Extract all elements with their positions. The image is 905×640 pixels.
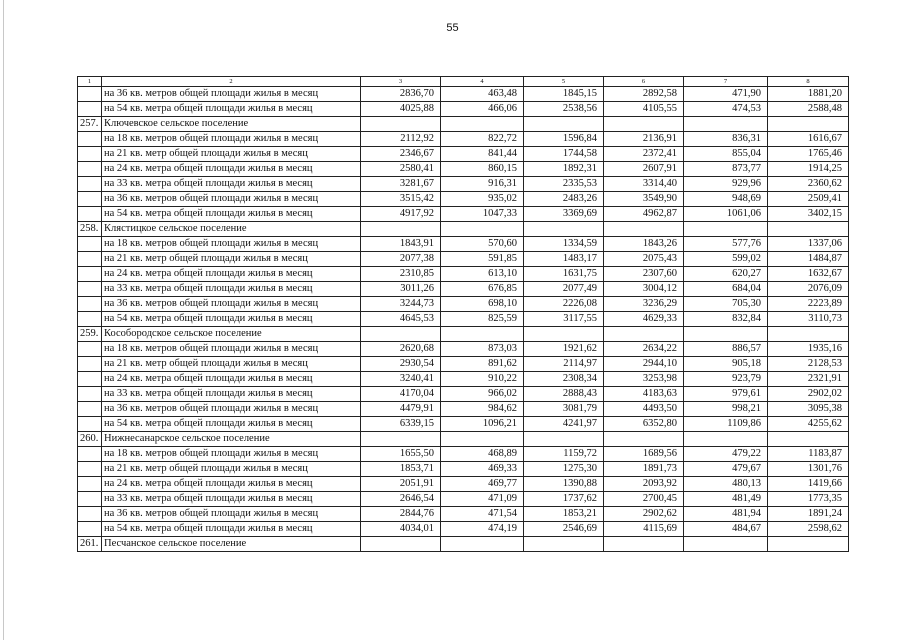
- value-cell: 577,76: [684, 237, 768, 252]
- value-cell: 948,69: [684, 192, 768, 207]
- empty-cell: [604, 222, 684, 237]
- section-title: Кособородское сельское поселение: [102, 327, 361, 342]
- empty-cell: [361, 432, 441, 447]
- table-row: [78, 192, 849, 207]
- value-cell: 4183,63: [604, 387, 684, 402]
- value-cell: 3314,40: [604, 177, 684, 192]
- value-cell: 2075,43: [604, 252, 684, 267]
- table-row: [78, 237, 849, 252]
- value-cell: 2902,02: [768, 387, 849, 402]
- table-row: [78, 252, 849, 267]
- value-cell: 1845,15: [524, 87, 604, 102]
- value-cell: 1891,24: [768, 507, 849, 522]
- value-cell: 910,22: [441, 372, 524, 387]
- empty-index-cell: [78, 507, 102, 522]
- table-row: [78, 372, 849, 387]
- value-cell: 1853,71: [361, 462, 441, 477]
- row-description: на 54 кв. метра общей площади жилья в месяц: [102, 522, 361, 537]
- value-cell: 2114,97: [524, 357, 604, 372]
- empty-cell: [524, 432, 604, 447]
- value-cell: 466,06: [441, 102, 524, 117]
- table-row: [78, 132, 849, 147]
- column-number-row: [78, 77, 849, 87]
- value-cell: 481,94: [684, 507, 768, 522]
- value-cell: 825,59: [441, 312, 524, 327]
- value-cell: 471,54: [441, 507, 524, 522]
- section-row: [78, 222, 849, 237]
- table-row: [78, 447, 849, 462]
- value-cell: 2076,09: [768, 282, 849, 297]
- value-cell: 469,33: [441, 462, 524, 477]
- table-row: [78, 387, 849, 402]
- table-row: [78, 102, 849, 117]
- value-cell: 480,13: [684, 477, 768, 492]
- row-description: на 54 кв. метра общей площади жилья в месяц: [102, 207, 361, 222]
- value-cell: 3236,29: [604, 297, 684, 312]
- value-cell: 2112,92: [361, 132, 441, 147]
- row-description: на 33 кв. метра общей площади жилья в месяц: [102, 492, 361, 507]
- empty-index-cell: [78, 147, 102, 162]
- section-index: 259.: [78, 327, 102, 342]
- value-cell: 1047,33: [441, 207, 524, 222]
- empty-index-cell: [78, 207, 102, 222]
- table-row: [78, 147, 849, 162]
- table-row: [78, 177, 849, 192]
- value-cell: 966,02: [441, 387, 524, 402]
- value-cell: 2509,41: [768, 192, 849, 207]
- empty-cell: [441, 222, 524, 237]
- column-number: 6: [604, 77, 684, 87]
- value-cell: 1914,25: [768, 162, 849, 177]
- value-cell: 3281,67: [361, 177, 441, 192]
- section-row: [78, 432, 849, 447]
- row-description: на 18 кв. метров общей площади жилья в месяц: [102, 342, 361, 357]
- value-cell: 891,62: [441, 357, 524, 372]
- value-cell: 3011,26: [361, 282, 441, 297]
- table-body: [78, 77, 849, 552]
- table-row: [78, 207, 849, 222]
- empty-index-cell: [78, 492, 102, 507]
- value-cell: 923,79: [684, 372, 768, 387]
- value-cell: 4025,88: [361, 102, 441, 117]
- empty-index-cell: [78, 132, 102, 147]
- section-title: Клястицкое сельское поселение: [102, 222, 361, 237]
- value-cell: 3095,38: [768, 402, 849, 417]
- value-cell: 705,30: [684, 297, 768, 312]
- table-row: [78, 522, 849, 537]
- empty-cell: [604, 432, 684, 447]
- section-row: [78, 537, 849, 552]
- empty-cell: [361, 537, 441, 552]
- row-description: на 54 кв. метра общей площади жилья в месяц: [102, 312, 361, 327]
- value-cell: 2335,53: [524, 177, 604, 192]
- value-cell: 1616,67: [768, 132, 849, 147]
- empty-index-cell: [78, 417, 102, 432]
- value-cell: 929,96: [684, 177, 768, 192]
- column-number: 1: [78, 77, 102, 87]
- row-description: на 18 кв. метров общей площади жилья в месяц: [102, 447, 361, 462]
- empty-cell: [768, 327, 849, 342]
- value-cell: 469,77: [441, 477, 524, 492]
- table-row: [78, 282, 849, 297]
- value-cell: 1419,66: [768, 477, 849, 492]
- value-cell: 979,61: [684, 387, 768, 402]
- value-cell: 474,53: [684, 102, 768, 117]
- tariff-table: [77, 76, 849, 552]
- value-cell: 2902,62: [604, 507, 684, 522]
- value-cell: 4917,92: [361, 207, 441, 222]
- value-cell: 2077,49: [524, 282, 604, 297]
- value-cell: 479,22: [684, 447, 768, 462]
- empty-cell: [768, 222, 849, 237]
- value-cell: 4493,50: [604, 402, 684, 417]
- value-cell: 2307,60: [604, 267, 684, 282]
- value-cell: 1843,26: [604, 237, 684, 252]
- row-description: на 36 кв. метров общей площади жилья в месяц: [102, 297, 361, 312]
- empty-cell: [441, 327, 524, 342]
- table-row: [78, 477, 849, 492]
- value-cell: 4034,01: [361, 522, 441, 537]
- value-cell: 471,09: [441, 492, 524, 507]
- value-cell: 6339,15: [361, 417, 441, 432]
- row-description: на 36 кв. метров общей площади жилья в месяц: [102, 507, 361, 522]
- value-cell: 468,89: [441, 447, 524, 462]
- table-row: [78, 87, 849, 102]
- section-index: 261.: [78, 537, 102, 552]
- value-cell: 4629,33: [604, 312, 684, 327]
- value-cell: 873,03: [441, 342, 524, 357]
- value-cell: 698,10: [441, 297, 524, 312]
- value-cell: 841,44: [441, 147, 524, 162]
- row-description: на 33 кв. метра общей площади жилья в месяц: [102, 387, 361, 402]
- value-cell: 1891,73: [604, 462, 684, 477]
- empty-index-cell: [78, 522, 102, 537]
- empty-cell: [684, 117, 768, 132]
- value-cell: 2844,76: [361, 507, 441, 522]
- empty-index-cell: [78, 237, 102, 252]
- table-row: [78, 342, 849, 357]
- value-cell: 3081,79: [524, 402, 604, 417]
- empty-cell: [361, 222, 441, 237]
- row-description: на 24 кв. метра общей площади жилья в месяц: [102, 267, 361, 282]
- empty-cell: [524, 222, 604, 237]
- page-left-edge: [3, 0, 4, 640]
- column-number: 8: [768, 77, 849, 87]
- value-cell: 1921,62: [524, 342, 604, 357]
- empty-cell: [684, 537, 768, 552]
- value-cell: 1301,76: [768, 462, 849, 477]
- empty-index-cell: [78, 462, 102, 477]
- value-cell: 1853,21: [524, 507, 604, 522]
- value-cell: 1765,46: [768, 147, 849, 162]
- value-cell: 1334,59: [524, 237, 604, 252]
- value-cell: 855,04: [684, 147, 768, 162]
- value-cell: 1483,17: [524, 252, 604, 267]
- empty-cell: [441, 117, 524, 132]
- value-cell: 2944,10: [604, 357, 684, 372]
- value-cell: 2546,69: [524, 522, 604, 537]
- value-cell: 620,27: [684, 267, 768, 282]
- value-cell: 1275,30: [524, 462, 604, 477]
- page-number: 55: [446, 22, 459, 34]
- row-description: на 54 кв. метра общей площади жилья в месяц: [102, 102, 361, 117]
- value-cell: 2360,62: [768, 177, 849, 192]
- value-cell: 886,57: [684, 342, 768, 357]
- value-cell: 1183,87: [768, 447, 849, 462]
- empty-cell: [441, 537, 524, 552]
- table-row: [78, 492, 849, 507]
- value-cell: 2634,22: [604, 342, 684, 357]
- row-description: на 36 кв. метров общей площади жилья в месяц: [102, 402, 361, 417]
- value-cell: 2888,43: [524, 387, 604, 402]
- empty-cell: [604, 537, 684, 552]
- section-title: Ключевское сельское поселение: [102, 117, 361, 132]
- value-cell: 684,04: [684, 282, 768, 297]
- value-cell: 2223,89: [768, 297, 849, 312]
- empty-cell: [684, 432, 768, 447]
- table-row: [78, 402, 849, 417]
- value-cell: 873,77: [684, 162, 768, 177]
- empty-index-cell: [78, 177, 102, 192]
- value-cell: 1737,62: [524, 492, 604, 507]
- empty-cell: [684, 222, 768, 237]
- row-description: на 24 кв. метра общей площади жилья в месяц: [102, 372, 361, 387]
- value-cell: 1109,86: [684, 417, 768, 432]
- value-cell: 2321,91: [768, 372, 849, 387]
- section-index: 258.: [78, 222, 102, 237]
- section-row: [78, 327, 849, 342]
- value-cell: 4479,91: [361, 402, 441, 417]
- table-row: [78, 297, 849, 312]
- empty-cell: [684, 327, 768, 342]
- empty-index-cell: [78, 447, 102, 462]
- value-cell: 860,15: [441, 162, 524, 177]
- empty-index-cell: [78, 102, 102, 117]
- value-cell: 4115,69: [604, 522, 684, 537]
- table-row: [78, 417, 849, 432]
- value-cell: 4255,62: [768, 417, 849, 432]
- value-cell: 2598,62: [768, 522, 849, 537]
- value-cell: 984,62: [441, 402, 524, 417]
- value-cell: 481,49: [684, 492, 768, 507]
- empty-cell: [604, 117, 684, 132]
- value-cell: 3402,15: [768, 207, 849, 222]
- value-cell: 1935,16: [768, 342, 849, 357]
- row-description: на 21 кв. метр общей площади жилья в месяц: [102, 357, 361, 372]
- value-cell: 1631,75: [524, 267, 604, 282]
- value-cell: 2930,54: [361, 357, 441, 372]
- value-cell: 2093,92: [604, 477, 684, 492]
- section-index: 257.: [78, 117, 102, 132]
- column-number: 4: [441, 77, 524, 87]
- empty-index-cell: [78, 357, 102, 372]
- value-cell: 3253,98: [604, 372, 684, 387]
- value-cell: 2620,68: [361, 342, 441, 357]
- value-cell: 2700,45: [604, 492, 684, 507]
- value-cell: 4645,53: [361, 312, 441, 327]
- value-cell: 1655,50: [361, 447, 441, 462]
- value-cell: 1892,31: [524, 162, 604, 177]
- value-cell: 1096,21: [441, 417, 524, 432]
- empty-cell: [441, 432, 524, 447]
- value-cell: 2051,91: [361, 477, 441, 492]
- value-cell: 2580,41: [361, 162, 441, 177]
- value-cell: 570,60: [441, 237, 524, 252]
- table-row: [78, 357, 849, 372]
- value-cell: 3515,42: [361, 192, 441, 207]
- value-cell: 3004,12: [604, 282, 684, 297]
- value-cell: 822,72: [441, 132, 524, 147]
- value-cell: 1390,88: [524, 477, 604, 492]
- value-cell: 3240,41: [361, 372, 441, 387]
- value-cell: 916,31: [441, 177, 524, 192]
- empty-cell: [524, 537, 604, 552]
- value-cell: 591,85: [441, 252, 524, 267]
- value-cell: 2538,56: [524, 102, 604, 117]
- row-description: на 24 кв. метра общей площади жилья в месяц: [102, 162, 361, 177]
- row-description: на 36 кв. метров общей площади жилья в месяц: [102, 87, 361, 102]
- empty-cell: [768, 432, 849, 447]
- empty-index-cell: [78, 87, 102, 102]
- empty-cell: [768, 537, 849, 552]
- value-cell: 2077,38: [361, 252, 441, 267]
- row-description: на 54 кв. метра общей площади жилья в месяц: [102, 417, 361, 432]
- value-cell: 3244,73: [361, 297, 441, 312]
- empty-cell: [361, 117, 441, 132]
- empty-index-cell: [78, 477, 102, 492]
- table-row: [78, 267, 849, 282]
- empty-index-cell: [78, 282, 102, 297]
- value-cell: 1061,06: [684, 207, 768, 222]
- value-cell: 2136,91: [604, 132, 684, 147]
- empty-index-cell: [78, 192, 102, 207]
- column-number: 3: [361, 77, 441, 87]
- empty-index-cell: [78, 402, 102, 417]
- section-index: 260.: [78, 432, 102, 447]
- value-cell: 484,67: [684, 522, 768, 537]
- table-row: [78, 462, 849, 477]
- empty-index-cell: [78, 342, 102, 357]
- value-cell: 4105,55: [604, 102, 684, 117]
- value-cell: 474,19: [441, 522, 524, 537]
- row-description: на 18 кв. метров общей площади жилья в месяц: [102, 132, 361, 147]
- empty-index-cell: [78, 267, 102, 282]
- value-cell: 2308,34: [524, 372, 604, 387]
- row-description: на 18 кв. метров общей площади жилья в месяц: [102, 237, 361, 252]
- table-row: [78, 312, 849, 327]
- empty-index-cell: [78, 252, 102, 267]
- value-cell: 2646,54: [361, 492, 441, 507]
- empty-cell: [524, 327, 604, 342]
- row-description: на 21 кв. метр общей площади жилья в месяц: [102, 462, 361, 477]
- value-cell: 935,02: [441, 192, 524, 207]
- column-number: 5: [524, 77, 604, 87]
- value-cell: 998,21: [684, 402, 768, 417]
- empty-index-cell: [78, 312, 102, 327]
- section-row: [78, 117, 849, 132]
- value-cell: 1881,20: [768, 87, 849, 102]
- value-cell: 1484,87: [768, 252, 849, 267]
- column-number: 2: [102, 77, 361, 87]
- value-cell: 832,84: [684, 312, 768, 327]
- value-cell: 4241,97: [524, 417, 604, 432]
- row-description: на 36 кв. метров общей площади жилья в месяц: [102, 192, 361, 207]
- empty-index-cell: [78, 297, 102, 312]
- value-cell: 1843,91: [361, 237, 441, 252]
- value-cell: 599,02: [684, 252, 768, 267]
- value-cell: 3110,73: [768, 312, 849, 327]
- row-description: на 33 кв. метра общей площади жилья в месяц: [102, 282, 361, 297]
- value-cell: 836,31: [684, 132, 768, 147]
- value-cell: 6352,80: [604, 417, 684, 432]
- value-cell: 676,85: [441, 282, 524, 297]
- value-cell: 2892,58: [604, 87, 684, 102]
- row-description: на 24 кв. метра общей площади жилья в месяц: [102, 477, 361, 492]
- value-cell: 1159,72: [524, 447, 604, 462]
- empty-cell: [524, 117, 604, 132]
- value-cell: 1632,67: [768, 267, 849, 282]
- row-description: на 21 кв. метр общей площади жилья в месяц: [102, 252, 361, 267]
- empty-index-cell: [78, 162, 102, 177]
- row-description: на 33 кв. метра общей площади жилья в месяц: [102, 177, 361, 192]
- empty-index-cell: [78, 372, 102, 387]
- section-title: Песчанское сельское поселение: [102, 537, 361, 552]
- value-cell: 2607,91: [604, 162, 684, 177]
- empty-cell: [768, 117, 849, 132]
- value-cell: 1689,56: [604, 447, 684, 462]
- value-cell: 2128,53: [768, 357, 849, 372]
- section-title: Нижнесанарское сельское поселение: [102, 432, 361, 447]
- empty-cell: [604, 327, 684, 342]
- value-cell: 2310,85: [361, 267, 441, 282]
- value-cell: 905,18: [684, 357, 768, 372]
- value-cell: 3369,69: [524, 207, 604, 222]
- row-description: на 21 кв. метр общей площади жилья в месяц: [102, 147, 361, 162]
- value-cell: 2372,41: [604, 147, 684, 162]
- value-cell: 1744,58: [524, 147, 604, 162]
- table-row: [78, 162, 849, 177]
- value-cell: 1596,84: [524, 132, 604, 147]
- column-number: 7: [684, 77, 768, 87]
- empty-index-cell: [78, 387, 102, 402]
- value-cell: 2346,67: [361, 147, 441, 162]
- value-cell: 479,67: [684, 462, 768, 477]
- value-cell: 471,90: [684, 87, 768, 102]
- value-cell: 4962,87: [604, 207, 684, 222]
- value-cell: 3549,90: [604, 192, 684, 207]
- value-cell: 2483,26: [524, 192, 604, 207]
- value-cell: 3117,55: [524, 312, 604, 327]
- value-cell: 1337,06: [768, 237, 849, 252]
- value-cell: 2836,70: [361, 87, 441, 102]
- value-cell: 2226,08: [524, 297, 604, 312]
- table-row: [78, 507, 849, 522]
- value-cell: 1773,35: [768, 492, 849, 507]
- value-cell: 613,10: [441, 267, 524, 282]
- value-cell: 463,48: [441, 87, 524, 102]
- value-cell: 2588,48: [768, 102, 849, 117]
- empty-cell: [361, 327, 441, 342]
- value-cell: 4170,04: [361, 387, 441, 402]
